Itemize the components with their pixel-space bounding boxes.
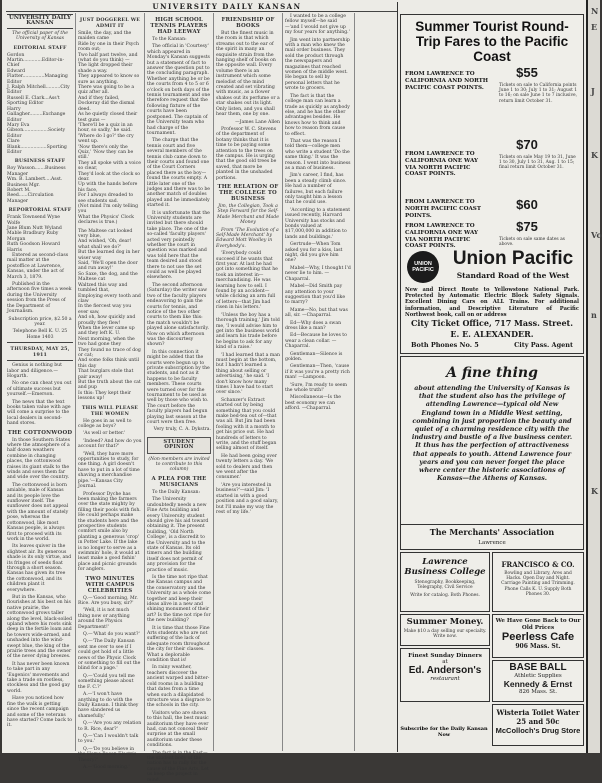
joke-question: Gertrude—When Tom asked you for a kiss, last night, did you give him one?	[285, 242, 343, 264]
merchants-city: Lawrence	[478, 540, 506, 546]
anderson-dinner-ad	[400, 648, 490, 702]
merchants-heading: The Merchants' Association	[401, 524, 583, 537]
paragraph: He had been going over twenty letters a day. 'We sold to dealers and then we went after the consumer.'	[216, 453, 277, 481]
edge-letter: N	[591, 6, 599, 16]
poem	[78, 31, 142, 226]
staff-line: J. Ralph Mitchell..........City Editor	[7, 85, 70, 96]
paragraph: 'I had learned that a man must begin at the bottom, but I hadn't learned a thing about selling or advertising,' he said. 'I don't know how many times I have had to start over since.'	[216, 352, 280, 396]
poem-line: What the Physics' Clock declares is true.)	[78, 214, 134, 226]
staff-line: Mary Eva Gibson.................Society Editor	[7, 122, 66, 139]
summer-money-ad	[400, 614, 490, 646]
peerless-cafe-name: Peerless Cafe	[501, 631, 575, 644]
paragraph: Professor Dyche has been making the farmers over the state mighty by filling their pools with fish. He could perhaps make the students here and the prospective students comfort smile also by planting a generous 'crop' in Potter Lake. If the lake is no longer to serve as a swimmin' hole, it would at least make a good fishin' place and picnic grounds for anglers.	[78, 491, 141, 573]
poem-line: Next morning, when the two had gone they	[78, 336, 135, 348]
paragraph: The charge that the tennis court and five several members of the tennis club came down to their courts and found one of the Court Corners placed there as the boy—found the courts empty. A little later one of the judges and there was to be another match of doubles played and he immediately started it.	[147, 138, 211, 209]
paragraph: The cottonwood is born amiable, male of Kansas and its people love the sunflower itself. The sunflower does not appeal with the amount of stately pose, whereas the cottonwood, like most Kansas people, is always first to proceed with its work in the world.	[7, 482, 69, 542]
friendship-heading: FRIENDSHIP OF BOOKS	[221, 17, 275, 29]
masthead: UNIVERSITY DAILY KANSAN	[152, 2, 302, 11]
poem-line: And wished, 'Oh, dear! what shall we do?'	[78, 239, 132, 250]
fare-route: FROM LAWRENCE TO NORTH PACIFIC COAST POINTS.	[405, 199, 481, 219]
staff-line: Wm. B. Lambert....Asst. Business Mgr.	[7, 177, 63, 188]
paragraph: It is time that those Fine Arts students who are not suffering of the lack of adequate room throughout the city for their classes. What a deplorable condition that is!	[147, 625, 210, 664]
subscribe-line: Subscribe for the Daily Kansan Now	[400, 726, 488, 738]
newspaper-page	[2, 0, 588, 783]
paragraph: 'Everybody could succeed if he wants that first year. At last he had got into something that he took an interest in—merchandising. He was learning how to sell. I found by an accident—while clicking an arm full of letters—that Jim had risen in his letters.'	[216, 251, 278, 311]
poem-line: But the truth about the cat and pup	[78, 380, 141, 391]
kennedy-address: 826 Mass. St.	[518, 689, 558, 695]
fine-thing-heading: A fine thing	[446, 365, 538, 381]
poem-line: Smile, the day, and the maiden came	[78, 31, 132, 42]
rule	[7, 360, 73, 361]
staff-line: Frank Townsend Wyne Wolfe	[7, 215, 61, 226]
fare-route: FROM LAWRENCE TO CALIFORNIA ONE WAY VIA NORTH PACIFIC COAST POINTS.	[405, 223, 479, 250]
fare-notes: Tickets on sale same dates as above.	[499, 237, 565, 248]
poem-line: For I always dreaded to see students sad.	[78, 193, 134, 204]
agent-title: City Pass. Agent	[514, 341, 573, 349]
dinner-sub: restaurant	[430, 676, 460, 682]
poem-line: And if they failed, Dockeray did the dismal deed.	[78, 95, 135, 112]
fare-price: $55	[516, 65, 538, 80]
baseball-ad	[492, 660, 584, 702]
student-opinion-banner: STUDENT OPINION	[147, 437, 211, 454]
poem-line: The light dropped their shade a way.	[78, 63, 133, 74]
relation-subheading: Jim, the Collegian, Took a Step Forward for the Self-Made Merchant and Made Money	[217, 203, 279, 226]
baseball-sub: Athletic Supplies	[514, 673, 562, 679]
paragraph: Q.—'Do you believe in the Home Bacon Electric Theory?'	[78, 746, 137, 763]
poem-line: And some folks think until this day	[78, 358, 140, 369]
column-divider	[282, 13, 283, 751]
poem-line: Employing every tooth and claw	[78, 293, 141, 304]
union-pacific-ad	[400, 14, 584, 354]
fare-notes: Tickets on sale to California points June 1 to 30; July 1 to 31; August 1 to 16; on sale June 1 to 7 inclusive, return limit October 31.	[499, 83, 578, 104]
rule	[7, 342, 73, 343]
poem-line: 'Now there's only the Quiz,' 'Now they can be still.'	[78, 144, 134, 161]
edge-letter: n	[591, 310, 597, 320]
paragraph: 'Unless the boy has a thorough training,' Jim told me, 'I would advise him to get into the business world and learn his trade before he begins to ask for any kind of a raise.'	[216, 312, 280, 351]
tennis-heading: HIGH SCHOOL TENNIS PLAYERS HAD LEEWAY	[150, 17, 208, 35]
paragraph: Have you noticed how fine the walk is getting since the recent campaign and some of the veterans have started? Come back to it.	[7, 696, 72, 729]
staff-line: Gordon Martin.............Editor-in-Chief	[7, 52, 64, 69]
wisteria-name: Wisteria Toilet Water	[496, 708, 580, 717]
poem-line: Said, 'We'll open the door and run away!'	[78, 261, 138, 272]
staff-line: Robert M. Reed......Circulation Manager	[7, 187, 54, 204]
staff-line: Mable Bradbury Ruby Morgan	[7, 231, 59, 242]
staff-line: Clare Blank..................Sporting Editor	[7, 139, 67, 155]
dinner-heading: Finest Sunday Dinners	[408, 653, 482, 659]
paragraph: But the finest music in the room is that which streams out to the ear of the spirit in many an exquisite strain from the hanging shelf of books on the opposite wall. Every volume there is an instrument which some melodist of the mind created and set vibrating with music, as a flower shakes out its perfume or a star shakes out its light. Only listen, and you shall hear them, one by one.	[216, 31, 280, 118]
paragraph: 'As well or better.'	[83, 431, 126, 437]
staff-line: Edward Flatter...............Managing Editor	[7, 68, 68, 85]
official-line: The official paper of the University of Kansas	[12, 30, 68, 42]
mccolloch-drug-store: McColloch's Drug Store	[495, 726, 581, 735]
edge-letter: Vo	[591, 230, 602, 240]
staff-line: Roy Wasson.......Business Manager	[7, 166, 66, 177]
joke-answer: Mabel—Why, I thought I'd never lie to him. —Chaparral.	[285, 265, 351, 282]
facing-page-edge	[588, 0, 600, 753]
kennedy-ernst: Kennedy & Ernst	[503, 679, 573, 689]
francisco-heading: FRANCISCO & CO.	[501, 560, 575, 569]
paragraph: Q.—'Could you tell me something please about the F. C.?'	[78, 673, 135, 690]
union-pacific-shield-logo	[407, 251, 439, 283]
paragraph: The fact is that the college man can learn a trade as quickly as anybody else, and he has the other advantages besides. He knows how to think and how to reason from cause to effect.	[285, 93, 350, 137]
tour-headline: Summer Tourist Round-Trip Fares to the Pacific Coast	[415, 19, 569, 64]
poem-line: They all spoke with a voice so clear,	[78, 160, 141, 172]
paragraph: Visitors who are shown to this hall, the best music auditorium they have ever had, can not conceal their surprise at the small auditorium under these conditions.	[147, 710, 209, 749]
staff-line: Harry Gallagher.........Exchange Editor	[7, 106, 66, 123]
signature: —James Lane Allen	[235, 119, 280, 125]
women-heading: THIS WILL PLEASE THE WOMEN	[81, 404, 139, 417]
minutes-heading: TWO MINUTES WITH CAMPUS CELEBRITIES	[85, 575, 135, 594]
subscription-price: Subscription price, $2.50 a year.	[8, 316, 72, 327]
edge-letter: K	[591, 150, 598, 160]
paragraph: 'Well, they have more opportunities to study, for one thing. A girl doesn't have to put in a lot of time shaving a merchandise pipe.'—Kansas City Journal.	[78, 451, 140, 490]
poem-line: Is this: They kept their lessons up!	[78, 390, 132, 402]
phones: Both Phones No. 5	[411, 341, 479, 349]
poem-line: There was going to be a quiz after all.	[78, 85, 135, 96]
paragraph: In rainy weather, teachers discover the ancient warped and bitter-cold rooms in a building that dates from a time when such a dilapidated structure was a disgrace to the schools in the city.	[147, 665, 211, 709]
poem-line: So Saxe, the dog, and the Maltese cat	[78, 271, 138, 283]
joke-answer: Mame—No, but that was all, sir. —Chaparral.	[285, 307, 348, 319]
paragraph: It has never been known to take part in any 'Eugenics' movements and take a trade on rootless, stockless and the good gay world.	[7, 661, 70, 694]
paragraph: 'Are you interested in business?'—said Jim: 'I started in with a good position and a good salary, but I'll make my way the rest of my life.'	[216, 482, 279, 515]
agent-name: E. E. ALEXANDER.	[450, 329, 534, 339]
epigraph: Genius is nothing but labor and diligence.—Hogarth.	[7, 363, 62, 379]
poem-line: That burglars stole that pair away!	[78, 369, 134, 380]
fine-thing-body: about attending the University of Kansas is that the student also has the privilege of attending Lawrence—typical old New England town in a Middle West setting, combining in just proportion the beauty and quiet of a charming residence city with the industry and bustle of a live business center. It thus has the perfection of attractiveness that appeals to youth. Attend Lawrence four years and you can never forget the place where center the historic associations of Kansas—the Athens of Kansas.	[411, 384, 573, 483]
business-staff-list	[7, 166, 73, 204]
poem-line: Two half past twelve, and (what do you think) —	[78, 52, 138, 64]
francisco-body: Bowling and Library, Ares and Hacks. Open Day and Night. Carriage Painting and Trimming. Phone Calls K. U. Supply Both Phones 30.	[501, 571, 575, 597]
staff-line: Jane Blum Nutt Wyland	[7, 226, 62, 231]
paragraph: The fact is in the East—the student body of the nation has to rally for the cause of the Fine Arts. Let us keep the project in mind.	[147, 750, 209, 783]
poem-heading: JUST DOGGEREL WE ADMIT IT	[79, 17, 141, 29]
paragraph: Professor W. C. Stevens of the department of botany thinks that it is time to be paying some attention to the trees on the campus. He is urging that the good old trees be saved, that more be planted in the unshaded portions.	[216, 126, 277, 181]
joke-answer: Miscellaneous—Is the best economy we can afford. —Chaparral.	[285, 395, 342, 412]
paragraph: Q.—'Can I wouldn't talk to you.'	[78, 733, 139, 745]
column-divider	[75, 13, 76, 751]
poem	[78, 229, 142, 402]
joke-question: Mabel—Did Smith pay any attention to your suggestion that you'd like to marry?	[285, 284, 346, 306]
baseball-heading: BASE BALL	[509, 662, 567, 673]
signature: Very truly, C. A. Dykstra.	[153, 427, 211, 433]
paragraph: No one can cheat you out of ultimate success but yourself.—Emerson.	[7, 381, 72, 398]
salutation: To the Daily Kansan:	[152, 489, 201, 495]
salutation: To the Kansan:	[152, 37, 187, 42]
paragraph: Jim went into partnership with a man who knew the mail order business. They sold the product through the newspapers and magazines that reached women of the middle west. He began to sell by personal letters that he wrote to grocers.	[285, 37, 350, 92]
poem-line: When the lever came up and they left K. U.	[78, 325, 135, 337]
peerless-cafe-ad	[492, 614, 584, 658]
column-divider	[354, 13, 355, 751]
paragraph: Jim's career, I find, has been a steady climb since. He had a number of failures, but each failure only taught him a lesson that he could use.	[285, 173, 347, 206]
relation-heading: THE RELATION OF THE COLLEGE TO BUSINESS	[217, 183, 279, 202]
entered-notice: Entered as second-class mail matter at the postoffice at Lawrence, Kansas, under the act of March 3, 1879.	[7, 253, 69, 280]
paragraph: It is unfortunate that the University students are invited but there should take place. The one of the so-called 'faculty players' acted very pointedly whether the court in question was marked and was told here that the team desired and stood there to not use the set could as well be played elsewhere.	[147, 210, 210, 281]
nameplate: UNIVERSITY DAILY KANSAN	[7, 14, 73, 29]
paragraph: Q.—'What do you want?'	[83, 632, 140, 638]
ad-divider	[397, 2, 398, 752]
poem-line: 'Where do I go?' the cry went up.	[78, 133, 134, 145]
paragraph: That was the reason I told them—college men who write a student 'Do the same thing.' It was the reason. I went into business as a man of business.	[285, 138, 351, 171]
paragraph: Its leaves quiver in the slightest air. Its generous shade is its only virtue, and its fringes of seeds float through a short season. Kansas has given its tree the cottonwood, and its children plant it everywhere.	[7, 544, 72, 593]
poem-line: But the learned dog in her wiser way	[78, 250, 140, 261]
joke-question: 'Sure, I'm ready to seem the whole truth!'	[285, 382, 347, 393]
reportorial-staff-heading: REPORTORIAL STAFF	[8, 207, 72, 214]
editorial-staff-list	[7, 53, 73, 156]
staff-line: Ruth Goodson Howard Harris	[7, 242, 60, 253]
peerless-cafe-address: 906 Mass. St.	[515, 643, 561, 651]
fare-price: $75	[516, 219, 538, 234]
business-college-contact: Write for catalog. Both Phones.	[410, 593, 480, 599]
poem-line: They'd look at the clock so dear.	[78, 171, 141, 182]
column-2	[78, 14, 142, 770]
poem-line: In the fiercest way you ever saw,	[78, 304, 132, 315]
joke-answer: Ed—Because he loves to wear a clean collar. —Chaparral.	[285, 333, 347, 350]
staff-line: Russell E. Clark...Ass't Sporting Editor	[7, 95, 60, 107]
telephone-line: Telephone Bell K. U. 25 Home 1403	[12, 329, 68, 340]
business-college-name: Lawrence Business College	[404, 557, 486, 577]
paragraph: The University undoubtedly needs a new Fine Arts building and every University student should give his aid toward obtaining it. The present building, 'Old North College', is a discredit to the University and to the state of Kansas. Its old timers and the building itself does not permit of any provision for the practice of music.	[147, 497, 209, 573]
paragraph: In those Southern States where the atmosphere of a half dozen weathers combine in changing places, the cottonwood raises its giant stalk to the winds and sows them far and wide over the country.	[7, 437, 71, 481]
advertisement-column	[400, 14, 584, 749]
dinner-at: at	[442, 659, 448, 665]
poem-line: They found no trace of dog or cat;	[78, 347, 141, 358]
plea-heading: A PLEA FOR THE MUSICIANS	[151, 475, 207, 488]
student-opinion-note: (Non-members are invited to contribute to this column)	[148, 456, 210, 473]
logo-text-top: UNION	[414, 261, 432, 267]
wisteria-ad	[492, 704, 584, 746]
jokes-list	[285, 242, 351, 411]
paragraph: Q.—'Good morning, Mr. Rice. Are you busy, sir?'	[78, 595, 138, 606]
poem-line: Waltzed this way and tumbled that,	[78, 282, 128, 294]
summer-money-heading: Summer Money.	[406, 617, 484, 627]
summer-money-body: Make $10 a day selling our specialty. Write now.	[403, 629, 487, 640]
paragraph: Q.—'The Daily Kansan sent me over to see if I could get hold of a little news of the Physic Clock or something to fill out the blind for a page.'	[78, 639, 141, 672]
paragraph: 'According to a statement issued recently, Harvard University has stocks and bonds valued at $17,000,000 in addition to lands and buildings.'	[285, 207, 351, 240]
source-note: From 'The Evolution of a Self-Made Merchant' by Edward Mott Woolley in Everybody's.	[216, 227, 279, 249]
paragraph: Schanzer's Extract started out by being something that you could make bed-tea out of—that was all. But Jim had been fooling with it a month to get his price out. He had hundreds of letters to write, and the stuff began selling almost of itself.	[216, 397, 277, 452]
published-notice: Published in the afternoon five times a week during the University session from the Press of the Department of Journalism.	[7, 282, 72, 315]
paragraph: Is the time not ripe that the Kansas campus and the conservatory and the University as a whole come together and keep their ideas alive in a new and shining monument of their art? Is the time not ripe for the new building?	[147, 574, 212, 624]
column-divider	[144, 13, 145, 751]
union-pacific-subtitle: Standard Road of the West	[456, 271, 570, 280]
dinner-restaurant-name: Ed. Anderson's	[408, 665, 482, 676]
poem-line: As he quietly closed their test guns —	[78, 112, 138, 123]
paragraph: The second afternoon (Saturday) the writer saw two of the faculty players endeavoring to gain the courts for tennis, and notice of the two other courts to them like this: the match wouldn't be played alone satisfactorily. Now on which afternoon was the discourtesy shown?	[147, 282, 209, 348]
joke-answer: Gentleman—Then, 'cause if it was you're a pretty rich man! —Lampoon.	[285, 364, 350, 381]
paragraph: 'Well, it is not much thing now or anything around the Physics Department!'	[78, 608, 130, 630]
business-college-subjects: Stenography, Bookkeeping, Telegraphy, Civil Service	[414, 580, 476, 591]
union-pacific-description: New and Direct Route to Yellowstone National Park. Protected by Automatic Electric Block Safety Signals. Excellent Dining Cars on ALL Trains. For additional information, and Descriptive Literature of Pacific Northwest book, call on or address	[405, 287, 579, 318]
wisteria-price: 25 and 50c	[516, 717, 560, 726]
masthead-rule	[6, 11, 398, 12]
poem-line: And oh, how quickly and proudly they flew!	[78, 315, 136, 326]
paragraph: He goes in as well to college as boys?	[78, 418, 132, 430]
old-prices-line: We Have Gone Back to Our Old Prices	[495, 618, 581, 631]
fare-notes: Tickets on sale May 19 to 31, June 1 to 30, July 1 to 31, Aug. 1 to 15; final return limit October 31.	[499, 155, 576, 171]
poem-line: Ride by one in their Psych room out;	[78, 41, 139, 53]
union-pacific-title: Union Pacific	[452, 248, 574, 269]
joke-question: Ed—Why does a swan dress like a man?	[285, 320, 342, 331]
column-5	[285, 14, 351, 749]
poem-line: They appeared to know so sure as anything.	[78, 74, 140, 85]
column-divider	[213, 13, 214, 751]
paragraph: A.—'Good morning.'	[83, 764, 130, 770]
paragraph: The official in 'Courtesy' which appeared in Monday's Kansan suggests but a statement of fact to answer the question put to the concluding paragraph. Whether anything be or be the courts from 4 to 5 or 6 o'clock on both days of the tennis tournament and one therefore request that the following fixture of the courts have been postponed. The captain of the University team who had charge of the tournament.	[147, 44, 211, 136]
fare-route: FROM LAWRENCE TO CALIFORNIA ONE WAY VIA NORTH PACIFIC COAST POINTS.	[405, 151, 479, 178]
paragraph: In this connection it might be added that the courts were begun up to private subscription by the students, and not as it happens to be faculty members. These courts were turned over for the tournament to be used as well by those who wish to. The court before the faculty players had begun playing last season at the court were then free.	[147, 349, 210, 426]
poem-line: (Not mind I'm only telling you	[78, 204, 139, 215]
ticket-office: City Ticket Office, 717 Mass. Street.	[410, 318, 574, 328]
francisco-ad	[492, 552, 584, 612]
paragraph: Q.—'Are you any relation to R. Rice, dear?'	[78, 721, 142, 732]
poem-line: The Maltese cat looked very blue,	[78, 228, 133, 240]
issue-date: THURSDAY, MAY 25, 1911	[10, 346, 70, 359]
merchants-association-ad	[400, 356, 584, 550]
edge-letter: J	[591, 86, 595, 96]
paragraph: The news that the text books taken value with age will come a surprise to the local dealers in second-hand stores.	[7, 399, 71, 427]
business-college-ad	[400, 552, 490, 612]
edge-letter: K	[591, 486, 598, 496]
fare-route: FROM LAWRENCE TO CALIFORNIA AND NORTH PACIFIC COAST POINTS.	[405, 71, 489, 91]
cottonwood-heading: THE COTTONWOOD	[7, 429, 73, 436]
fare-price: $60	[516, 197, 538, 212]
poem-line: Up with the hands before his face,	[78, 182, 138, 193]
joke-question: Gentleman—Silence is golden.	[285, 351, 343, 362]
paragraph: I wanted to be a college fellow myself—he said—'and I would not give up my four years for anything.'	[285, 14, 350, 36]
column-4	[216, 14, 280, 749]
fare-price: $70	[516, 137, 538, 152]
paragraph: A.—'I won't have anything to do with the Daily Kansan. I think they have slandered us shamefully.'	[78, 692, 139, 719]
column-1	[7, 14, 73, 749]
poem-line: 'There'll be a quiz in an hour, so sadly,' he said.	[78, 122, 133, 134]
business-staff-heading: BUSINESS STAFF	[14, 158, 66, 165]
paragraph: 'Indeed? And how do you account for that?'	[78, 438, 142, 450]
edge-letter: E	[591, 22, 598, 32]
reportorial-staff-list	[7, 215, 73, 253]
column-3	[147, 14, 212, 783]
logo-text-bottom: PACIFIC	[412, 267, 434, 273]
editorial-staff-heading: EDITORIAL STAFF	[13, 44, 67, 51]
paragraph: But in the Kansas, who flourishes at his best on his native prairie, the cottonwood grows taller along the level, black-soiled upland where his roots sink deep in the fertile loam and he towers wide-armed, and unshaded into the wind-swept blue, the king of the prairie trees and the owner of the never dying breezes.	[7, 594, 72, 660]
